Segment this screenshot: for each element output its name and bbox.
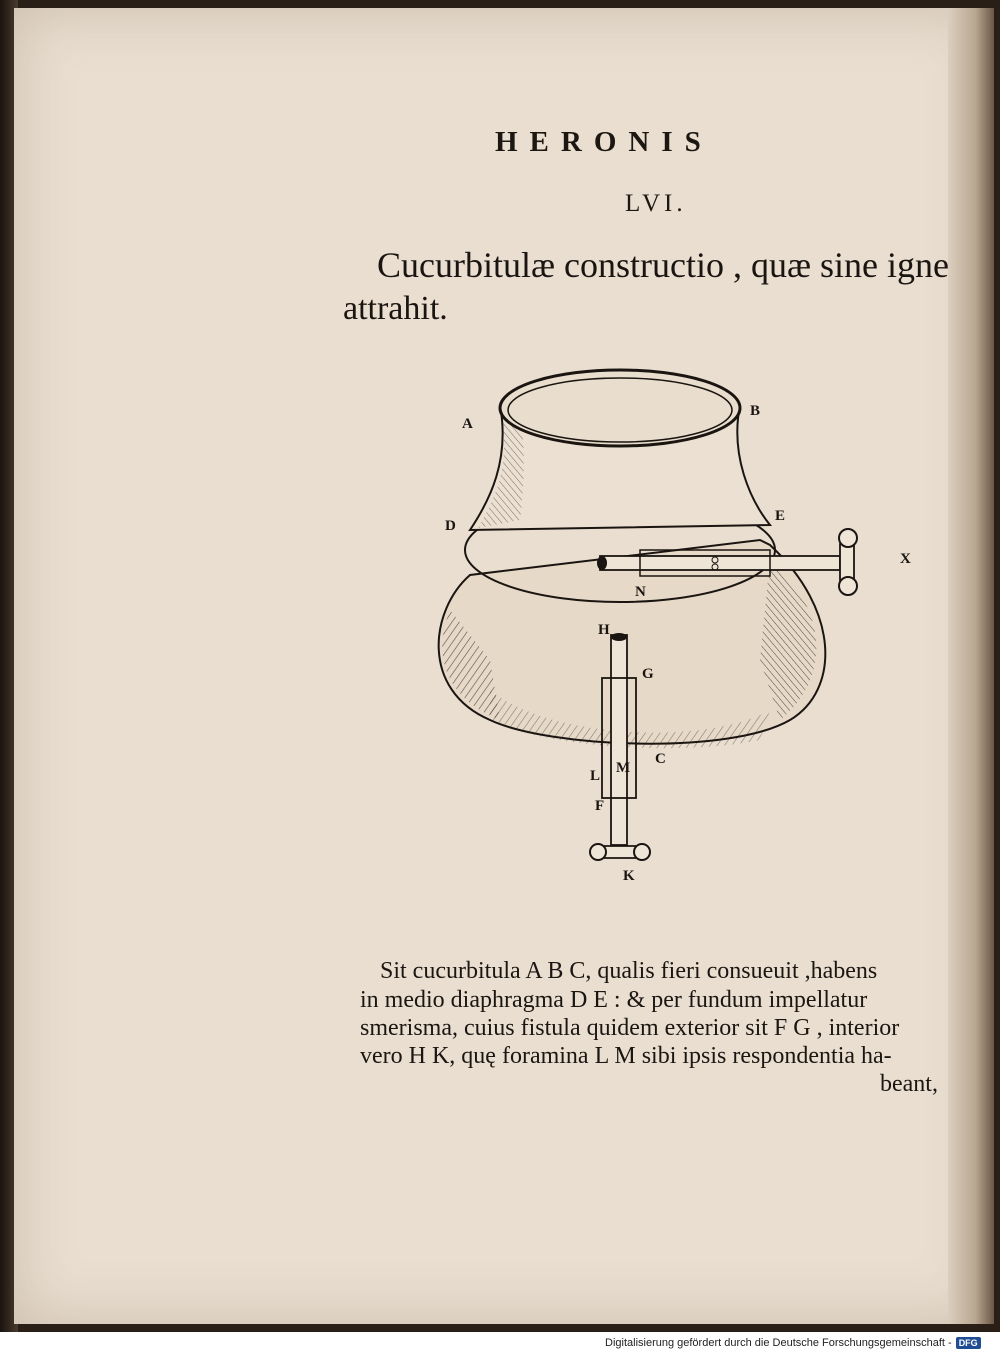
- label-G: G: [642, 666, 654, 682]
- body-line-2: in medio diaphragma D E : & per fundum impellatur: [360, 987, 868, 1013]
- label-X: X: [900, 551, 911, 567]
- chapter-number: LVI.: [625, 190, 687, 217]
- body-line-3: smerisma, cuius fistula quidem exterior sit F G , interior: [360, 1015, 900, 1041]
- cupping-vessel-illustration: [430, 360, 950, 900]
- digitization-credit: [605, 1335, 995, 1351]
- label-M: M: [616, 760, 631, 776]
- chapter-title-line-2: attrahit.: [343, 290, 448, 327]
- label-K: K: [623, 868, 635, 884]
- chapter-title-line-1: Cucurbitulæ constructio , quæ sine igne: [377, 245, 949, 285]
- label-L: L: [590, 768, 601, 784]
- label-C: C: [655, 751, 666, 767]
- dfg-logo[interactable]: DFG: [956, 1337, 981, 1349]
- label-D: D: [445, 518, 456, 534]
- label-N: N: [635, 584, 646, 600]
- credit-text: Digitalisierung gefördert durch die Deutsche Forschungsgemeinschaft -: [605, 1337, 952, 1349]
- label-H: H: [598, 622, 610, 638]
- body-line-1: Sit cucurbitula A B C, qualis fieri consueuit ,habens: [380, 958, 878, 984]
- body-line-5: beant,: [880, 1071, 938, 1097]
- label-F: F: [595, 798, 605, 814]
- label-B: B: [750, 403, 761, 419]
- label-A: A: [462, 416, 473, 432]
- book-spine-shadow: [948, 8, 994, 1324]
- running-head: HERONIS: [495, 126, 713, 158]
- body-line-4: vero H K, quę foramina L M sibi ipsis respondentia ha-: [360, 1043, 892, 1069]
- vessel-mouth: [500, 370, 740, 446]
- label-E: E: [775, 508, 786, 524]
